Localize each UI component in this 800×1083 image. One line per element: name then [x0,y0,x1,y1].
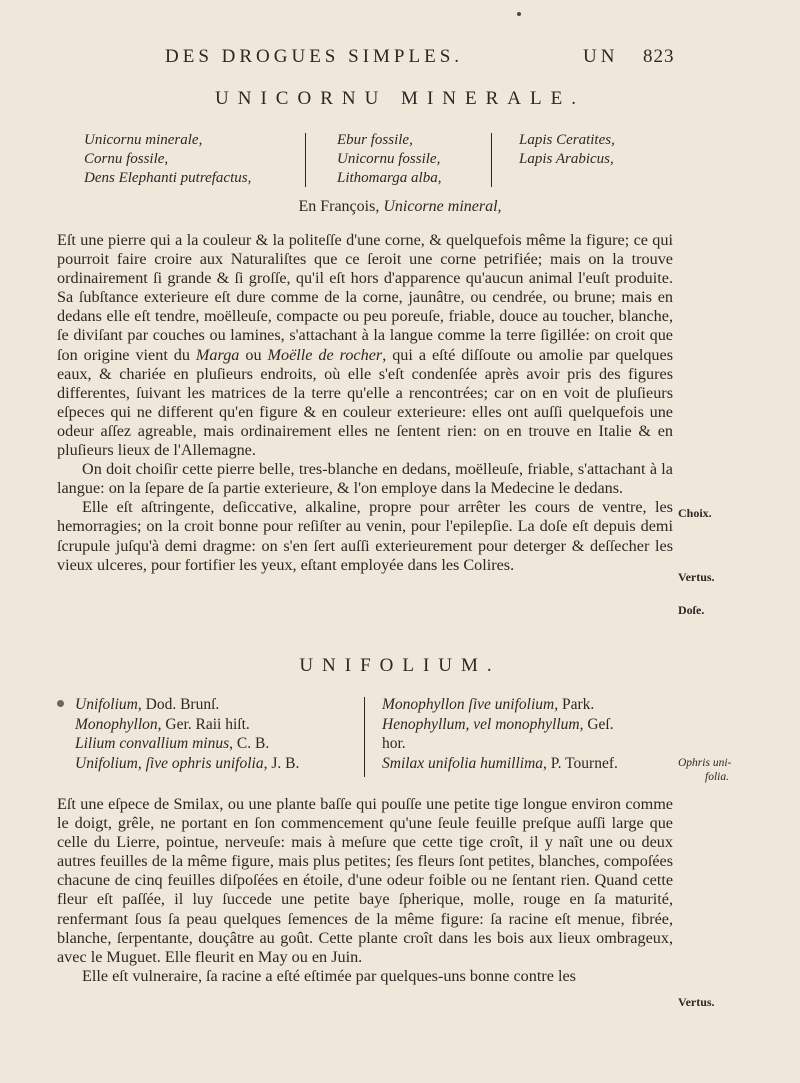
unifolium-synonyms-right [382,695,618,774]
authority: , Park. [554,696,595,713]
column-divider [305,133,306,187]
paragraph-description [57,231,673,460]
column-divider [491,133,492,187]
term-moelle: Moëlle de rocher [267,345,383,364]
margin-note-line: folia. [705,771,729,783]
paragraph-description: Eſt une eſpece de Smilax, ou une plante baſſe qui pouſſe une petite tige longue environ comme le doigt, grêle, ne portant en ſon commencement qu'une ſeule feuille preſque auſſi large que celle du Lierre, pointue, nerveuſe: mais à meſure que cette tige croît, il y naît une ou deux autres feuilles de la même figure, mais plus petites; ſes fleurs ſont petites, blanches, compoſées chacune de cinq feuilles diſpoſées en étoile, d'une odeur foible ou ne ſentant rien. Quand cette fleur eſt paſſée, il luy ſuccede une petite baye ſpherique, molle, rouge en ſa maturité, renfermant ſous ſa peau quelques ſemences de la même figure: ſa racine eſt menue, fibrée, blanche, ſerpentante, douçâtre au goût. Cette plante croît dans les bois aux lieux ombrageux, avec le Muguet. Elle fleurit en May ou en Juin. [57,795,673,966]
paragraph-vertus: Elle eſt vulneraire, ſa racine a eſté eſtimée par quelques-uns bonne contre les [82,966,576,985]
synonym: Cornu fossile, [84,151,169,167]
synonym: Smilax unifolia humillima [382,755,544,773]
synonym-row [75,754,299,774]
synonym-row [382,695,618,715]
authority: , C. B. [229,735,270,753]
article-title-unifolium: UNIFOLIUM. [299,655,501,676]
synonyms-column-1 [84,131,251,188]
authority: , Ger. Raii hiſt. [157,715,250,733]
ink-speck [517,12,521,16]
margin-note-line: Ophris uni- [678,757,732,769]
article-body-unifolium [57,795,673,986]
term-marga: Marga [195,345,240,364]
synonym: Unicornu minerale, [84,132,203,148]
text-run: Eſt une pierre qui a la couleur & la politeſſe d'une corne, & quelquefois même la figure; ce qui pourroit faire croire aux Naturaliſtes que ce ſeroit une corne petrifiée; mais on la trouve ordinairement ſi grande & ſi groſſe, qu'il eſt hors d'apparence qu'aucun animal l'euſt produite. Sa ſubſtance exterieure eſt dure comme de la corne, jaunâtre, ou cendrée, ou brune; mais en dedans elle eſt tendre, moëlleuſe, compacte ou peu poreuſe, friable, douce au toucher, blanche, ſe diviſant par couches ou lamines, s'attachant à la langue comme la terre ſigillée: on croit que ſon origine vient du [57,231,673,364]
margin-note-vertus: Vertus. [678,570,715,584]
synonym: Unifolium [75,696,138,713]
synonym-row [382,734,618,754]
authority: , Geſ. [579,715,614,733]
french-name-line [0,198,800,216]
synonyms-column-3 [519,131,615,169]
synonym: Monophyllon [75,715,158,733]
margin-note-choix: Choix. [678,506,712,520]
french-prefix: En François, [298,198,380,215]
synonym: Unifolium, ſive ophris unifolia [75,755,264,773]
synonym: Henophyllum, vel monophyllum [382,715,580,733]
margin-note-ophris [678,756,731,784]
synonyms-column-2 [337,131,441,188]
synonym: Lapis Arabicus, [519,151,614,167]
margin-note-dose: Doſe. [678,603,705,617]
text-run: ou [239,345,268,364]
synonym-row [75,695,299,715]
synonym-row [382,715,618,735]
french-name: Unicorne mineral, [383,198,502,215]
margin-note-vertus-2: Vertus. [678,995,715,1009]
unifolium-synonyms-left [75,695,299,774]
running-title: DES DROGUES SIMPLES. [165,46,464,67]
synonym-row [75,715,299,735]
synonym: Lilium convallium minus [75,735,230,753]
article-title-unicornu: UNICORNU MINERALE. [215,88,585,109]
column-divider [364,697,365,777]
ink-blot [57,700,64,707]
synonym: Unicornu fossile, [337,151,441,167]
synonym: Monophyllon ſive unifolium [382,696,555,713]
page-number: 823 [643,46,675,67]
text-run: , qui a eſté diſſoute ou amolie par quelques eaux, & chariée en pluſieurs endroits, où elle s'eſt condenſée après avoir pris des figures differentes, ſuivant les matrices de la terre qu'elle a rencontrées; car on en voit de pluſieurs eſpeces qui ne different qu'en figure & en couleur exterieure: elles ont auſſi quelquefois une odeur aſſez agreable, mais ordinairement elles ne ſentent rien: on en trouve en Italie & en pluſieurs lieux de l'Allemagne. [57,345,674,460]
synonym-row [382,754,618,774]
authority: , J. B. [263,755,300,773]
paragraph-vertus: Elle eſt aſtringente, deſiccative, alkaline, propre pour arrêter les cours de ventre, les hemorragies; on la croit bonne pour reſiſter au venin, pour l'epilepſie. La doſe eſt depuis demi ſcrupule juſqu'à demi dragme: on s'en ſert auſſi exterieurement pour deterger & deſſecher les vieux ulceres, pour fortifier les yeux, eſtant employée dans les Colires. [57,498,673,574]
synonym: Lithomarga alba, [337,170,442,186]
article-body-unicornu [57,231,673,575]
synonym: Dens Elephanti putrefactus, [84,170,252,186]
synonym-row [75,734,299,754]
synonym: Lapis Ceratites, [519,132,615,148]
paragraph-choix: On doit choiſir cette pierre belle, tres-blanche en dedans, moëlleuſe, friable, s'attachant à la langue: on la ſepare de ſa partie exterieure, & l'on employe dans la Medecine le dedans. [57,460,673,498]
entry-word: UN [583,46,619,67]
authority: , P. Tournef. [543,755,618,773]
authority: hor. [382,735,406,753]
synonym: Ebur fossile, [337,132,413,148]
authority: , Dod. Brunſ. [137,696,220,713]
